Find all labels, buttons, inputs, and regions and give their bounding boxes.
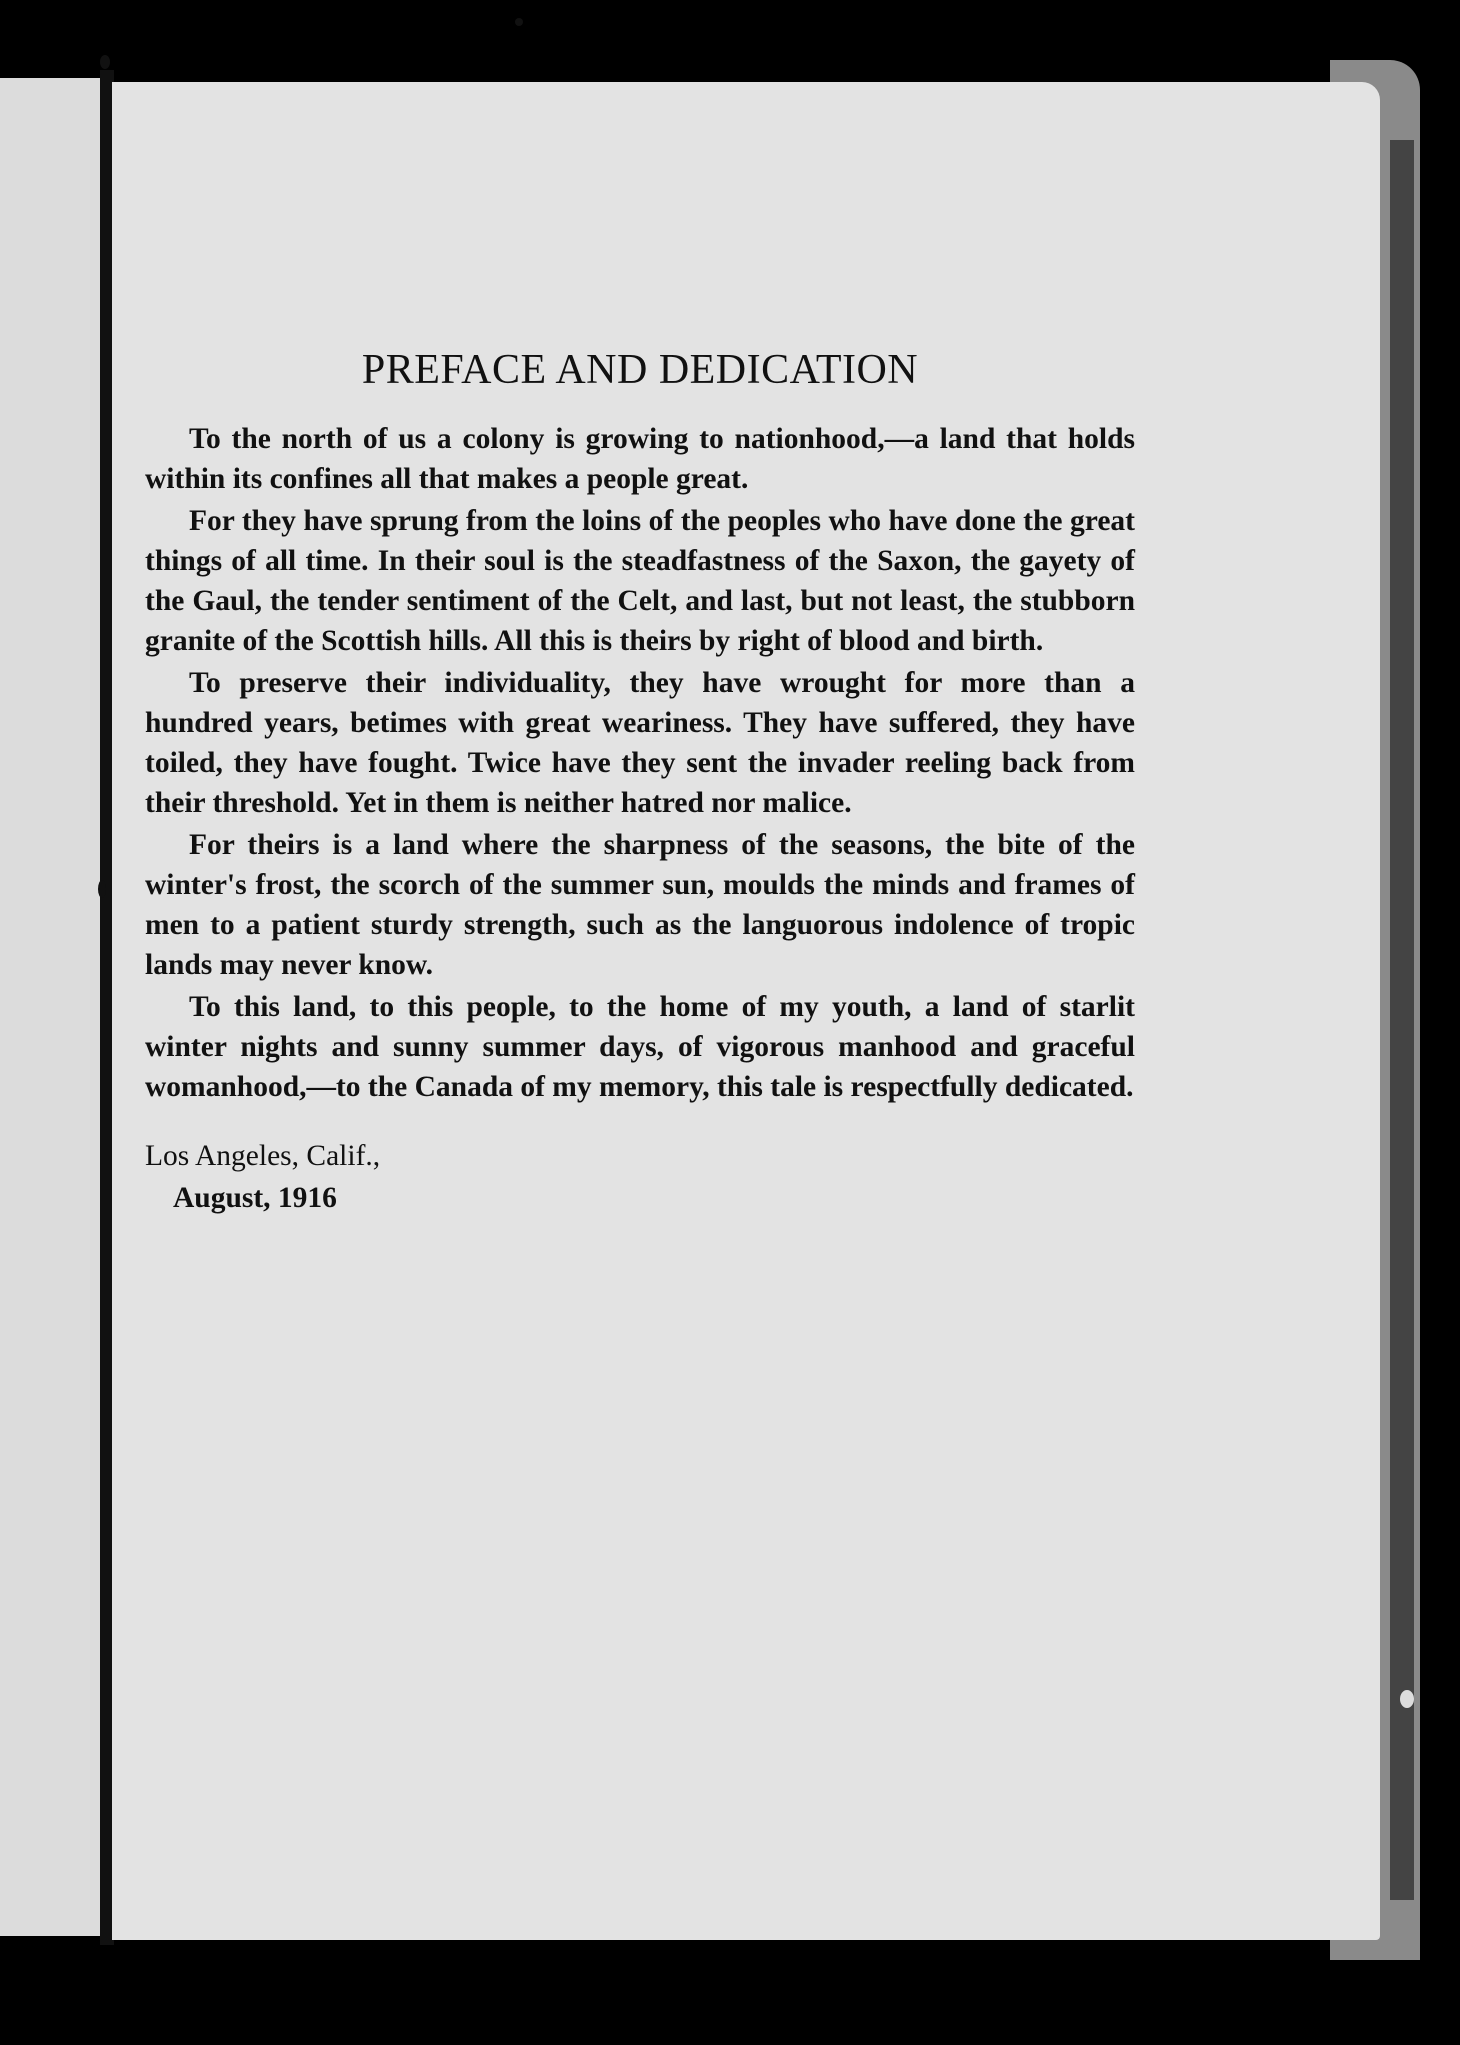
page-content [145,345,1135,1219]
paragraph: For theirs is a land where the sharpness of the seasons, the bite of the winter's frost, the scorch of the summer sun, moulds the minds and frames of men to a patient sturdy strength, such as the languorous indolence of tropic lands may never know. [145,829,1135,982]
scan-speck [98,880,106,898]
scan-speck [515,18,523,26]
facing-page-edge [0,78,108,1936]
paragraph: To this land, to this people, to the home of my youth, a land of starlit winter nights and sunny summer days, of vigorous manhood and graceful womanhood,—to the Canada of my memory, this tale is respectfully dedicated. [145,991,1135,1104]
signature-block [145,1135,1135,1219]
page-stack-shadow [1390,140,1414,1900]
scan-speck [100,55,110,69]
paragraph: To the north of us a colony is growing to nationhood,—a land that holds within its confines all that makes a people great. [145,423,1135,496]
signature-date: August, 1916 [173,1182,337,1215]
scan-speck [1400,1690,1414,1708]
paragraph: To preserve their individuality, they have wrought for more than a hundred years, betimes with great weariness. They have suffered, they have toiled, they have fought. Twice have they sent the invader reeling back from their threshold. Yet in them is neither hatred nor malice. [145,667,1135,820]
paragraph: For they have sprung from the loins of the peoples who have done the great things of all time. In their soul is the steadfastness of the Saxon, the gayety of the Gaul, the tender sentiment of the Celt, and last, but not least, the stubborn granite of the Scottish hills. All this is theirs by right of blood and birth. [145,505,1135,658]
page-title: PREFACE AND DEDICATION [361,347,919,393]
signature-place: Los Angeles, Calif., [145,1140,381,1173]
